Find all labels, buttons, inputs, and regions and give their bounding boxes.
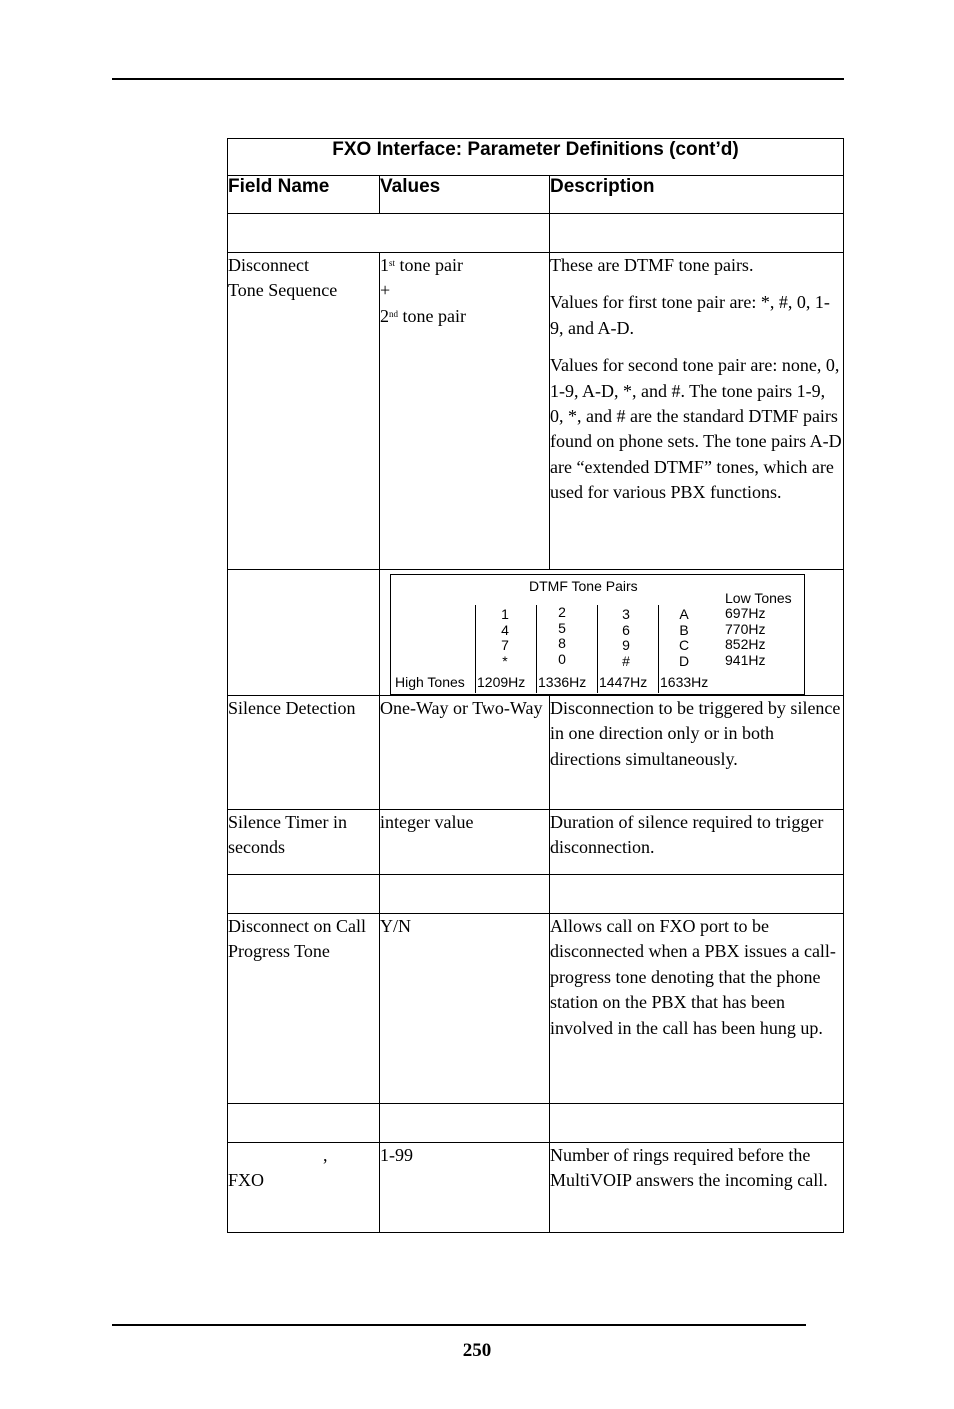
column-divider	[475, 605, 476, 693]
empty-cell	[228, 570, 380, 696]
values-cell: Y/N	[380, 914, 550, 1104]
empty-cell	[228, 875, 380, 914]
key: 2	[558, 604, 566, 620]
field-line: FXO	[228, 1170, 265, 1191]
values-cell	[380, 253, 550, 570]
ordinal-suffix: st	[389, 258, 396, 268]
values-cell: 1-99	[380, 1143, 550, 1233]
field-line: Tone Sequence	[228, 280, 338, 301]
key: 3	[622, 606, 630, 622]
tone-pair-label: tone pair	[398, 305, 466, 326]
low-tones-list	[725, 606, 765, 668]
low-tone: 852Hz	[725, 636, 766, 652]
ordinal-suffix: nd	[389, 308, 398, 319]
page-number: 250	[462, 1340, 492, 1361]
field-cell	[228, 253, 380, 570]
header-row	[228, 176, 844, 214]
description-cell: Allows call on FXO port to be disconnected when a PBX issues a call-progress tone denoting that the phone station on the PBX that has been involved in the call has been hung up.	[550, 914, 844, 1104]
description-paragraph: These are DTMF tone pairs.	[550, 255, 754, 275]
key: B	[679, 621, 689, 638]
description-cell: Number of rings required before the MultiVOIP answers the incoming call.	[550, 1143, 844, 1233]
key: 4	[501, 621, 509, 638]
key: A	[679, 606, 689, 622]
description-cell	[550, 253, 844, 570]
key-column	[495, 607, 515, 669]
description-paragraph: Values for first tone pair are: *, #, 0, 1-9, and A-D.	[550, 292, 830, 338]
dtmf-chart-row	[228, 570, 844, 696]
key: D	[678, 652, 690, 669]
high-tone: 1633Hz	[660, 674, 709, 690]
field-cell: Disconnect on Call Progress Tone	[228, 914, 380, 1104]
header-field-name: Field Name	[228, 176, 380, 214]
ordinal-number: 2	[380, 305, 389, 326]
key-column	[552, 605, 572, 667]
field-line: Disconnect	[228, 255, 309, 275]
field-comma: ,	[323, 1145, 328, 1165]
values-cell: integer value	[380, 810, 550, 875]
field-cell	[228, 1143, 380, 1233]
second-tone-pair	[380, 304, 549, 329]
empty-cell	[228, 214, 550, 253]
dtmf-chart-cell	[380, 570, 844, 696]
empty-cell	[380, 1104, 550, 1143]
first-tone-pair	[380, 253, 549, 278]
blank-row	[228, 1104, 844, 1143]
empty-cell	[380, 875, 550, 914]
column-divider	[597, 605, 598, 693]
ordinal-number: 1	[380, 255, 389, 275]
high-tone: 1447Hz	[599, 674, 648, 690]
footer-rule	[112, 1324, 806, 1326]
chart-title: DTMF Tone Pairs	[529, 578, 638, 594]
header-description: Description	[550, 176, 844, 214]
plus-sign: +	[380, 280, 391, 301]
table-row	[228, 1143, 844, 1233]
description-cell: Duration of silence required to trigger disconnection.	[550, 810, 844, 875]
header-rule	[112, 78, 844, 80]
key: 6	[622, 621, 630, 638]
column-divider	[658, 605, 659, 693]
high-tones-label: High Tones	[395, 674, 465, 690]
high-tone: 1336Hz	[538, 674, 587, 690]
table-title: FXO Interface: Parameter Definitions (cont’d)	[228, 139, 844, 176]
description-cell: Disconnection to be triggered by silence in one direction only or in both directions simultaneously.	[550, 696, 844, 810]
low-tones-label: Low Tones	[725, 590, 792, 606]
key: 9	[622, 637, 630, 653]
key: 1	[501, 606, 509, 622]
table-row	[228, 696, 844, 810]
key: 0	[558, 650, 566, 667]
empty-cell	[228, 1104, 380, 1143]
field-cell: Silence Detection	[228, 696, 380, 810]
key: 8	[558, 635, 566, 651]
table-row	[228, 914, 844, 1104]
key: #	[622, 652, 630, 669]
table-row	[228, 810, 844, 875]
key-column	[616, 607, 636, 669]
low-tone: 770Hz	[725, 620, 766, 637]
field-cell: Silence Timer in seconds	[228, 810, 380, 875]
high-tone: 1209Hz	[477, 674, 526, 690]
column-divider	[536, 605, 537, 693]
empty-cell	[550, 875, 844, 914]
empty-cell	[550, 1104, 844, 1143]
key: C	[678, 637, 690, 653]
key-column	[674, 607, 694, 669]
table-row	[228, 253, 844, 570]
dtmf-tone-pairs-chart	[390, 574, 805, 695]
empty-cell	[550, 214, 844, 253]
blank-row	[228, 214, 844, 253]
key: 7	[501, 637, 509, 653]
low-tone: 941Hz	[725, 651, 766, 668]
description-paragraph: Values for second tone pair are: none, 0, 1-9, A-D, *, and #. The tone pairs 1-9, 0, *, and # are the standard DTMF pairs found on phone sets. The tone pairs A-D are “extended DTMF” tones, which are used for various PBX functions.	[550, 355, 842, 503]
fxo-parameter-table	[227, 138, 844, 1233]
key: 5	[558, 619, 566, 636]
low-tone: 697Hz	[725, 605, 766, 621]
blank-row	[228, 875, 844, 914]
tone-pair-label: tone pair	[395, 255, 463, 275]
key: *	[502, 652, 508, 669]
values-cell: One-Way or Two-Way	[380, 696, 550, 810]
header-values: Values	[380, 176, 550, 214]
